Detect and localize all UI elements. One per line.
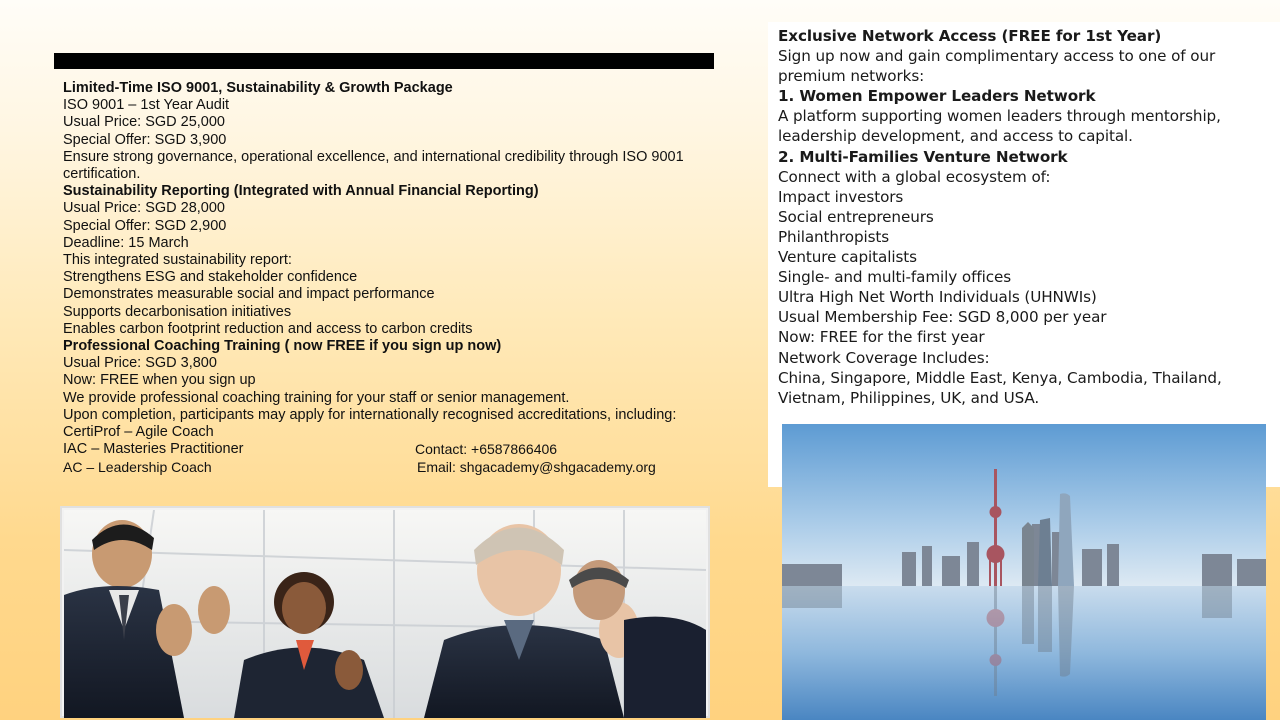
ecosystem-item: Single- and multi-family offices (778, 268, 1012, 287)
package-section (63, 80, 703, 477)
sustainability-benefit: Demonstrates measurable social and impact performance (63, 286, 435, 303)
sustainability-usual-price: Usual Price: SGD 28,000 (63, 200, 225, 217)
network1-description: A platform supporting women leaders through mentorship, leadership development, and access to capital. (778, 107, 1221, 146)
coaching-free: Now: FREE when you sign up (63, 372, 256, 389)
contact-row (63, 441, 703, 459)
accreditation-ac: AC – Leadership Coach (63, 459, 212, 476)
sustainability-benefit: Enables carbon footprint reduction and access to carbon credits (63, 320, 473, 337)
membership-free: Now: FREE for the first year (778, 328, 985, 347)
network2-description: Connect with a global ecosystem of: (778, 167, 1051, 186)
coverage-title: Network Coverage Includes: (778, 348, 990, 367)
accreditation-iac: IAC – Masteries Practitioner (63, 441, 244, 458)
header-bar (54, 53, 714, 69)
applauding-team-image (64, 510, 706, 718)
iso-line: ISO 9001 – 1st Year Audit (63, 97, 230, 114)
business-team-photo (60, 506, 710, 718)
iso-description: Ensure strong governance, operational excellence, and international credibility through ISO 9001 certification. (63, 148, 684, 183)
email-row (63, 459, 703, 477)
contact-email[interactable]: Email: shgacademy@shgacademy.org (417, 459, 656, 476)
contact-phone[interactable]: Contact: +6587866406 (415, 441, 558, 458)
city-skyline-photo (782, 424, 1266, 720)
ecosystem-item: Impact investors (778, 187, 904, 206)
coaching-usual-price: Usual Price: SGD 3,800 (63, 355, 217, 372)
package-title: Limited-Time ISO 9001, Sustainability & Growth Package (63, 80, 453, 96)
ecosystem-item: Venture capitalists (778, 248, 917, 267)
network1-title: 1. Women Empower Leaders Network (778, 87, 1096, 106)
network-title: Exclusive Network Access (FREE for 1st Year) (778, 27, 1162, 45)
sustainability-intro: This integrated sustainability report: (63, 252, 292, 269)
network2-title: 2. Multi-Families Venture Network (778, 147, 1068, 166)
coaching-title: Professional Coaching Training ( now FREE if you sign up now) (63, 338, 502, 355)
sustainability-title: Sustainability Reporting (Integrated with Annual Financial Reporting) (63, 183, 539, 200)
coverage-list: China, Singapore, Middle East, Kenya, Cambodia, Thailand, Vietnam, Philippines, UK, and USA. (778, 368, 1222, 407)
ecosystem-item: Ultra High Net Worth Individuals (UHNWIs) (778, 288, 1097, 307)
accreditation-certiprof: CertiProf – Agile Coach (63, 424, 214, 441)
skyline-image (782, 424, 1266, 720)
network-section (778, 26, 1273, 408)
sustainability-benefit: Strengthens ESG and stakeholder confidence (63, 269, 358, 286)
membership-fee: Usual Membership Fee: SGD 8,000 per year (778, 308, 1107, 327)
coaching-description: We provide professional coaching training for your staff or senior management. (63, 389, 570, 406)
ecosystem-item: Social entrepreneurs (778, 207, 934, 226)
iso-usual-price: Usual Price: SGD 25,000 (63, 114, 225, 131)
sustainability-deadline: Deadline: 15 March (63, 234, 189, 251)
coaching-accreditation-intro: Upon completion, participants may apply for internationally recognised accreditations, including: (63, 406, 677, 423)
sustainability-special-offer: Special Offer: SGD 2,900 (63, 217, 227, 234)
ecosystem-item: Philanthropists (778, 227, 890, 246)
network-intro: Sign up now and gain complimentary access to one of our premium networks: (778, 47, 1216, 86)
iso-special-offer: Special Offer: SGD 3,900 (63, 131, 227, 148)
sustainability-benefit: Supports decarbonisation initiatives (63, 303, 292, 320)
